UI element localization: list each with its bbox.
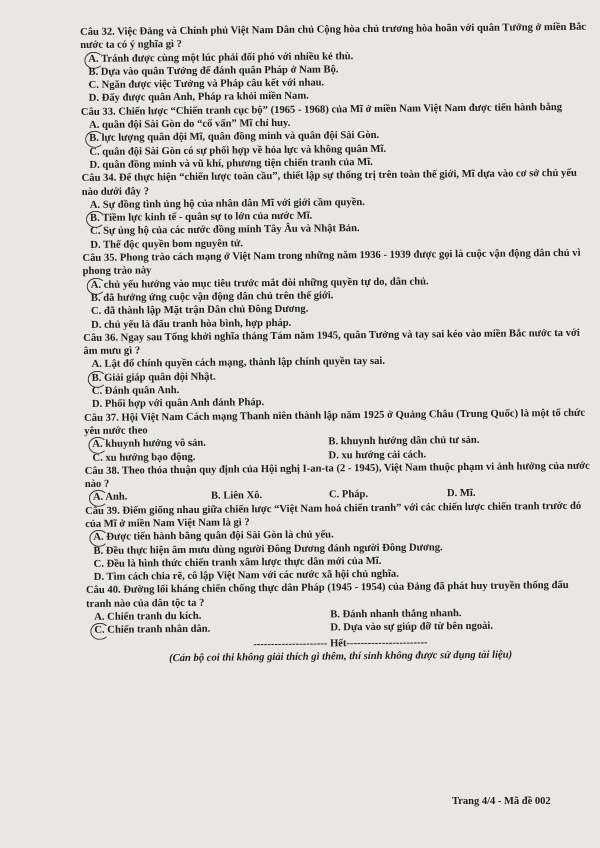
answer-option-text: D. Phối hợp với quân Anh đánh Pháp. <box>91 397 265 411</box>
answer-option-text: B. Liên Xô. <box>210 490 263 503</box>
question <box>84 406 593 465</box>
exam-page <box>80 21 595 667</box>
answer-options <box>82 194 591 253</box>
question-stem: Chiến lược “Chiến tranh cục bộ” (1965 - 1968) của Mĩ ở miền Nam Việt Nam được tiến hành bằng <box>118 101 563 118</box>
answer-options <box>84 433 592 465</box>
answer-option-text: C. Đánh quân Anh. <box>91 384 180 397</box>
answer-option-text: A. chủ yếu hướng vào mục tiêu trước mắt đòi những quyền tự do, dân chủ. <box>90 276 429 291</box>
answer-option-text: A. Lật đổ chính quyền cách mạng, thành lập chính quyền tay sai. <box>91 356 386 371</box>
question-number: Câu 34. <box>81 172 117 185</box>
question-stem: Hội Việt Nam Cách mạng Thanh niên thành lập năm 1925 ở Quảng Châu (Trung Quốc) là một tổ chức yêu nước theo <box>84 407 586 437</box>
answer-option-text: C. Pháp. <box>328 489 369 501</box>
answer-option-text: D. quân đồng minh và vũ khí, phương tiện chiến tranh của Mĩ. <box>89 156 373 171</box>
answer-option <box>447 486 593 501</box>
end-marker: --------------------- Hết----------------------- <box>253 637 428 650</box>
answer-option-text: A. Được tiến hành bằng quân đội Sài Gòn là chủ yếu. <box>93 529 334 544</box>
answer-options <box>83 273 592 332</box>
answer-option-text: C. xu hướng bạo động. <box>92 451 196 464</box>
answer-options <box>85 526 594 585</box>
exam-note: (Cán bộ coi thi không giải thích gì thêm, thí sinh không được sử dụng tài liệu) <box>169 649 513 665</box>
question-stem: Theo thỏa thuận quy định của Hội nghị I-an-ta (2 - 1945), Việt Nam thuộc phạm vi ảnh hưởng của nước nào ? <box>84 460 590 491</box>
answer-option-text: C. Đều là hình thức chiến tranh xâm lược thực dân mới của Mĩ. <box>93 555 382 570</box>
question <box>85 459 593 504</box>
answer-option <box>211 489 329 504</box>
question-stem: Phong trào cách mạng ở Việt Nam trong những năm 1936 - 1939 được gọi là cuộc vận động dân chủ vì phong trào này <box>82 247 581 278</box>
answer-option-text: C. Sự ủng hộ của các nước đồng minh Tây Âu và Nhật Bản. <box>90 223 360 238</box>
answer-option-text: B. Đánh nhanh thắng nhanh. <box>330 608 462 621</box>
answer-option-text: A. Chiến tranh du kích. <box>94 610 202 623</box>
answer-option-text: B. lực lượng quân đội Mĩ, quân đồng minh và quân đội Sài Gòn. <box>89 130 380 145</box>
question-stem: Đường lối kháng chiến chống thực dân Pháp (1945 - 1954) của Đảng đã phát huy truyền thống đấu tranh nào của dân tộc ta ? <box>85 580 569 610</box>
answer-option-text: C. Ngăn được việc Tưởng và Pháp câu kết với nhau. <box>88 77 325 92</box>
answer-option-text: B. Tiềm lực kinh tế - quân sự to lớn của nước Mĩ. <box>89 210 313 225</box>
answer-option-text: B. Giải giáp quân đội Nhật. <box>91 371 216 384</box>
answer-option-text: B. khuynh hướng dân chủ tư sản. <box>328 435 480 448</box>
answer-option-text: C. đã thành lập Mặt trận Dân chủ Đông Dương. <box>90 303 309 318</box>
answer-options <box>86 606 594 638</box>
answer-option <box>92 449 328 465</box>
answer-options <box>81 114 590 173</box>
answer-option-text: D. Mĩ. <box>446 488 476 500</box>
question-list <box>80 21 594 638</box>
question-stem: Để thực hiện “chiến lược toàn cầu”, thiết lập sự thống trị trên toàn thế giới, Mĩ dựa vào cơ sở chủ yếu nào dưới đây ? <box>81 168 577 198</box>
answer-option-text: D. Dựa vào sự giúp đỡ từ bên ngoài. <box>330 621 494 634</box>
answer-option-text: B. đã hưởng ứng cuộc vận động dân chủ trên thế giới. <box>90 290 334 304</box>
handwritten-circle-mark <box>90 623 109 640</box>
answer-option-text: A. Tránh được cùng một lúc phải đối phó với nhiều kẻ thù. <box>88 50 354 65</box>
answer-option-text: D. Tìm cách chia rẽ, cô lập Việt Nam với các nước xã hội chủ nghĩa. <box>93 568 399 584</box>
question <box>82 247 591 332</box>
answer-option-text: D. xu hướng cải cách. <box>328 448 427 461</box>
question-stem: Ngay sau Tổng khởi nghĩa tháng Tám năm 1945, quân Tưởng và tay sai kéo vào miền Bắc nước ta với âm mưu gì ? <box>83 327 580 358</box>
answer-option <box>330 619 594 635</box>
question-stem: Việc Đảng và Chính phủ Việt Nam Dân chủ Cộng hòa chủ trương hòa hoãn với quân Tưởng ở miền Bắc nước ta có ý nghĩa gì ? <box>80 21 587 52</box>
answer-option-text: D. Thế độc quyền bom nguyên tử. <box>90 238 244 251</box>
question <box>83 326 592 411</box>
answer-option-text: B. Dựa vào quân Tưởng để đánh quân Pháp ở Nam Bộ. <box>88 64 339 78</box>
answer-option-text: C. quân đội Sài Gòn có sự phối hợp về hỏa lực và không quân Mĩ. <box>89 143 387 158</box>
question <box>86 579 595 638</box>
question <box>81 100 590 172</box>
answer-option <box>329 488 447 503</box>
answer-option-text: A. Sự đồng tình ủng hộ của nhân dân Mĩ với giới cầm quyền. <box>89 196 365 211</box>
answer-option-text: D. Đẩy được quân Anh, Pháp ra khỏi miền Nam. <box>88 91 309 105</box>
answer-option-text: B. Đều thực hiện âm mưu dùng người Đông Dương đánh người Đông Dương. <box>93 541 443 557</box>
answer-option <box>94 622 330 638</box>
answer-options <box>83 353 592 412</box>
answer-option-text: A. Anh. <box>92 491 128 504</box>
question <box>82 167 591 252</box>
answer-option <box>328 446 592 462</box>
answer-option-text: D. chủ yếu là đấu tranh hòa bình, hợp pháp. <box>91 317 292 331</box>
question-number: Câu 38. <box>84 465 120 477</box>
answer-option-text: A. khuynh hướng vô sản. <box>92 437 206 451</box>
question-number: Câu 32. <box>80 26 115 38</box>
question-number: Câu 40. <box>85 585 121 597</box>
question-number: Câu 35. <box>82 252 118 265</box>
answer-option-text: C. Chiến tranh nhân dân. <box>94 624 211 637</box>
answer-option <box>93 490 211 505</box>
answer-option-text: A. quân đội Sài Gòn do “cố vấn” Mĩ chỉ huy. <box>88 117 291 131</box>
question-number: Câu 36. <box>83 332 119 344</box>
question <box>80 21 589 106</box>
question-number: Câu 37. <box>84 412 119 424</box>
question-stem: Điểm giống nhau giữa chiến lược “Việt Nam hoá chiến tranh” với các chiến lược chiến tranh trước đó của Mĩ ở miền Nam Việt Nam là gì ? <box>85 500 582 530</box>
question <box>85 499 594 584</box>
question-number: Câu 39. <box>85 505 120 517</box>
page-footer: Trang 4/4 - Mã đề 002 <box>452 796 551 807</box>
question-number: Câu 33. <box>80 106 116 118</box>
answer-options <box>80 47 589 106</box>
